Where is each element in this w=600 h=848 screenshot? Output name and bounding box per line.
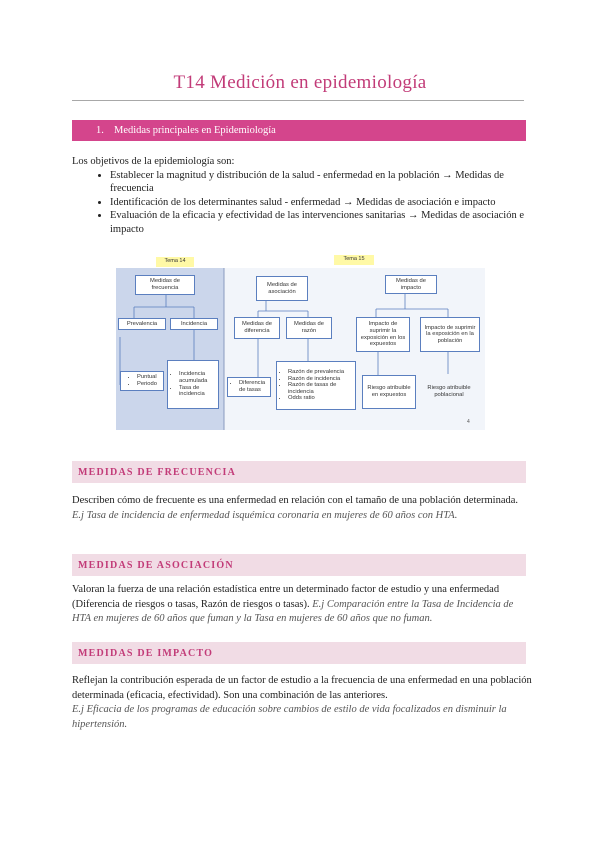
page-title: T14 Medición en epidemiología (173, 72, 427, 93)
association-example: E.j Comparación entre la Tasa de Incidencia de HTA en mujeres de 60 años que fuman y la Tasa en mujeres de 60 años que no fuman. (72, 598, 514, 624)
slide-number: 4 (467, 419, 470, 425)
tag-tema-14: Tema 14 (156, 257, 194, 267)
list-item: • Diferencia de tasas (239, 380, 269, 393)
list-item: • Razón de incidencia (288, 376, 354, 383)
frequency-heading (72, 461, 526, 483)
list-item: • Tasa de incidencia (179, 385, 217, 398)
list-item: • Odds ratio (288, 395, 354, 402)
association-heading (72, 554, 526, 576)
list-item: • Establecer la magnitud y distribución de la salud - enfermedad en la población → Medidas de frecuencia (110, 169, 532, 196)
impact-node: Medidas de impacto (385, 275, 437, 294)
tag-tema-15: Tema 15 (334, 255, 374, 265)
intro-block (72, 155, 532, 236)
list-item: • Incidencia acumulada (179, 371, 217, 384)
difference-node: Medidas de diferencia (234, 317, 280, 339)
frequency-heading-text: MEDIDAS DE FRECUENCIA (78, 466, 236, 478)
frequency-example: E.j Tasa de incidencia de enfermedad isquémica coronaria en mujeres de 60 años con HTA. (72, 509, 458, 521)
list-item: • Razón de tasas de incidencia (288, 382, 354, 395)
prevalence-types (120, 371, 164, 391)
attributable-risk-population: Riesgo atribuible poblacional (427, 385, 471, 398)
incidence-node: Incidencia (170, 318, 218, 330)
association-text: Valoran la fuerza de una relación estadística entre un determinado factor de estudio y una enfermedad (Diferencia de riesgos o tasas, Razón de riesgos o tasas). (72, 584, 500, 610)
frequency-text: Describen cómo de frecuente es una enfermedad en relación con el tamaño de una población determinada. (72, 495, 519, 506)
list-item: • Razón de prevalencia (288, 369, 354, 376)
list-item: • Puntual (137, 374, 157, 381)
list-item: • Identificación de los determinantes salud - enfermedad → Medidas de asociación e impacto (110, 196, 532, 210)
incidence-types (167, 360, 219, 409)
objectives-list (72, 169, 532, 237)
impact-population-node: Impacto de suprimir la exposición en la población (420, 317, 480, 352)
impact-heading (72, 642, 526, 664)
section-number: 1. (96, 125, 104, 136)
measures-diagram (116, 253, 485, 430)
association-paragraph (72, 583, 532, 627)
intro-lead: Los objetivos de la epidemiología son: (72, 156, 235, 167)
impact-heading-text: MEDIDAS DE IMPACTO (78, 647, 214, 659)
list-item: • Evaluación de la eficacia y efectividad de las intervenciones sanitarias → Medidas de asociación e impacto (110, 209, 532, 236)
prevalence-node: Prevalencia (118, 318, 166, 330)
ratio-types (276, 361, 356, 410)
section-title: Medidas principales en Epidemiología (114, 125, 276, 136)
title-divider (72, 100, 524, 101)
association-node: Medidas de asociación (256, 276, 308, 301)
impact-exposed-node: Impacto de suprimir la exposición en los expuestos (356, 317, 410, 352)
association-heading-text: MEDIDAS DE ASOCIACIÓN (78, 559, 234, 571)
section-heading (72, 120, 526, 141)
attributable-risk-exposed: Riesgo atribuible en expuestos (362, 375, 416, 409)
impact-paragraph (72, 674, 532, 732)
frequency-node: Medidas de frecuencia (135, 275, 195, 295)
difference-types (227, 377, 271, 397)
impact-example: E.j Eficacia de los programas de educación sobre cambios de estilo de vida focalizados en disminuir la hipertensión. (72, 704, 507, 730)
impact-text: Reflejan la contribución esperada de un factor de estudio a la frecuencia de una enfermedad en una población determinada (eficacia, efectividad). Son una combinación de las anteriores. (72, 675, 532, 701)
frequency-paragraph (72, 494, 532, 523)
ratio-node: Medidas de razón (286, 317, 332, 339)
list-item: • Periodo (137, 381, 157, 388)
